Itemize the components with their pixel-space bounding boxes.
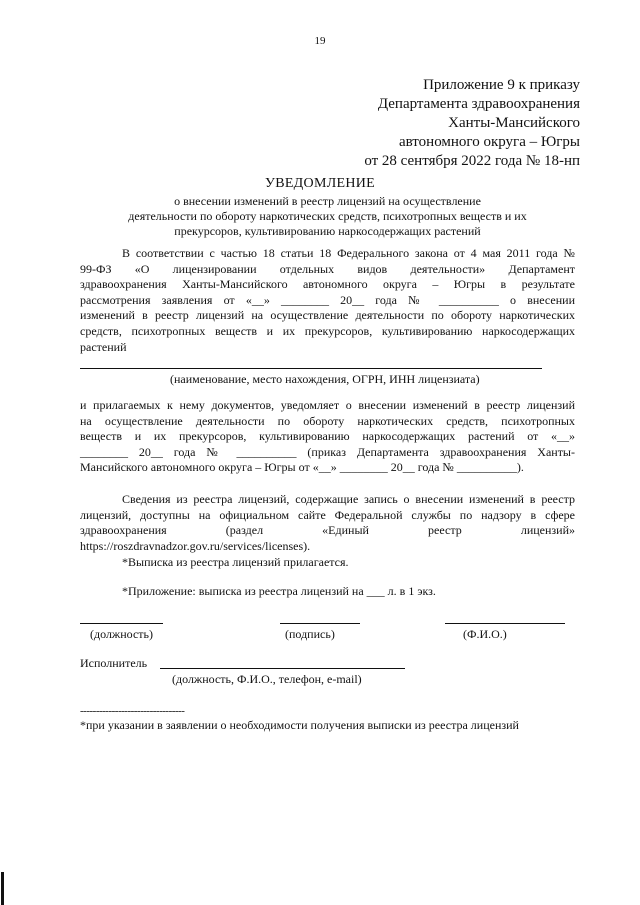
subtitle-line: о внесении изменений в реестр лицензий на осуществление: [174, 194, 481, 208]
appendix-block: [364, 76, 580, 171]
paragraph-line: изменений в реестр лицензий на осуществление деятельности по обороту наркотических: [80, 308, 575, 323]
paragraph-registry: [80, 492, 575, 554]
subtitle-line: деятельности по обороту наркотических средств, психотропных веществ и их: [128, 209, 527, 223]
paragraph-line: Мансийского автономного округа – Югры от «__» ________ 20__ года № __________).: [80, 460, 524, 475]
executor-blank-line: [160, 668, 405, 669]
paragraph-documents: [80, 398, 575, 476]
paragraph-line: на осуществление деятельности по обороту наркотических средств, психотропных: [80, 413, 575, 428]
paragraph-line: растений: [80, 339, 127, 354]
extract-note: *Выписка из реестра лицензий прилагается.: [122, 555, 349, 569]
appendix-line: Ханты-Мансийского: [448, 115, 580, 131]
paragraph-line: Сведения из реестра лицензий, содержащие запись о внесении изменений в реестр: [122, 492, 575, 506]
paragraph-notification: [80, 246, 575, 355]
signature-caption: (подпись): [285, 627, 335, 641]
position-caption: (должность): [90, 627, 153, 641]
executor-label: Исполнитель: [80, 656, 148, 670]
paragraph-line: рассмотрения заявления от «__» ________ 20__ года № __________ о внесении: [80, 292, 575, 307]
paragraph-line: веществ и их прекурсоров, культивированию наркосодержащих растений от «__»: [80, 429, 575, 444]
full-name-caption: (Ф.И.О.): [463, 627, 507, 641]
paragraph-line: https://roszdravnadzor.gov.ru/services/licenses).: [80, 538, 311, 553]
licensee-blank-line: [80, 368, 542, 369]
paragraph-line: здравоохранения Ханты-Мансийского автономного округа – Югры в результате: [80, 277, 575, 292]
paragraph-line: 99-ФЗ «О лицензировании отдельных видов деятельности» Департамент: [80, 261, 575, 276]
page-number: 19: [314, 35, 326, 47]
paragraph-line: и прилагаемых к нему документов, уведомляет о внесении изменений в реестр лицензий: [80, 398, 575, 412]
attachment-note: *Приложение: выписка из реестра лицензий на ___ л. в 1 экз.: [122, 584, 436, 598]
scan-margin-mark: [1, 872, 4, 905]
position-blank-line: [80, 623, 163, 624]
licensee-caption: (наименование, место нахождения, ОГРН, ИНН лицензиата): [170, 372, 480, 386]
paragraph-line: средств, психотропных веществ и их прекурсоров, культивированию наркосодержащих: [80, 323, 575, 338]
footnote: *при указании в заявлении о необходимости получения выписки из реестра лицензий: [80, 718, 519, 732]
appendix-line: Приложение 9 к приказу: [423, 77, 580, 93]
paragraph-line: ________ 20__ года № __________ (приказ Департамента здравоохранения Ханты-: [80, 444, 575, 459]
notice-subtitle: [80, 194, 575, 239]
paragraph-line: В соответствии с частью 18 статьи 18 Федерального закона от 4 мая 2011 года №: [122, 246, 575, 260]
subtitle-line: прекурсоров, культивированию наркосодержащих растений: [174, 224, 481, 238]
appendix-line: Департамента здравоохранения: [377, 96, 580, 112]
paragraph-line: здравоохранения (раздел «Единый реестр лицензий»: [80, 523, 575, 538]
full-name-blank-line: [445, 623, 565, 624]
executor-caption: (должность, Ф.И.О., телефон, e-mail): [172, 672, 362, 686]
paragraph-line: лицензий, доступны на официальном сайте Федеральной службы по надзору в сфере: [80, 507, 575, 522]
signature-blank-line: [280, 623, 360, 624]
appendix-line: автономного округа – Югры: [398, 134, 580, 150]
footnote-separator: ---------------------------------: [80, 705, 185, 717]
appendix-line: от 28 сентября 2022 года № 18-нп: [364, 153, 580, 169]
notice-title: УВЕДОМЛЕНИЕ: [264, 176, 376, 191]
